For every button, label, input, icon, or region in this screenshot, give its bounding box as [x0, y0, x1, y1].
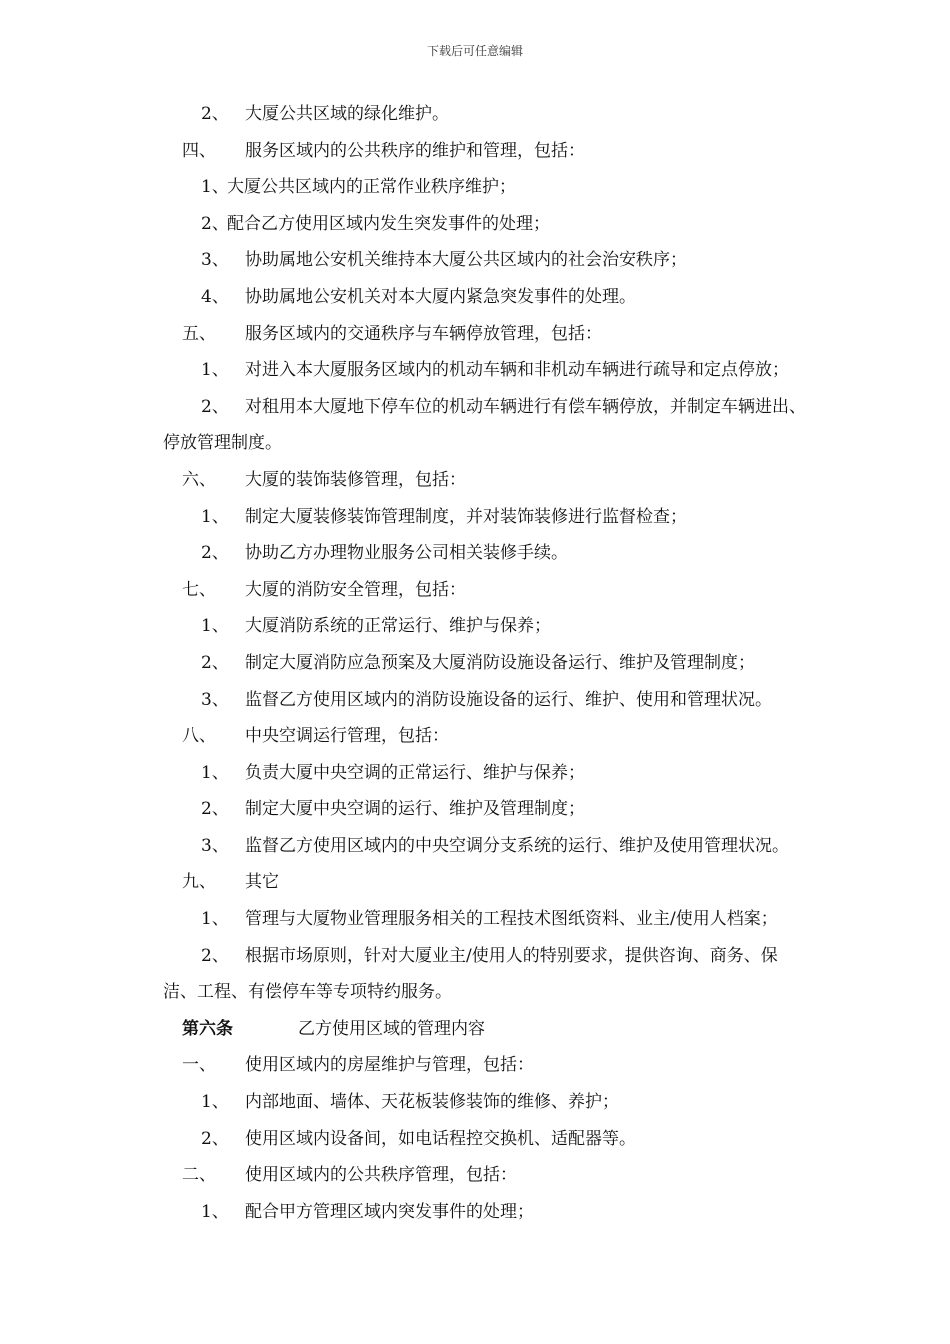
list-item	[163, 1084, 878, 1121]
item-number: 二、	[182, 1165, 216, 1186]
item-text: 服务区域内的交通秩序与车辆停放管理，包括：	[245, 323, 602, 344]
list-item	[163, 389, 878, 426]
item-text: 监督乙方使用区域内的消防设施设备的运行、维护、使用和管理状况。	[245, 689, 772, 710]
item-number: 4、	[201, 286, 229, 307]
item-text: 协助属地公安机关对本大厦内紧急突发事件的处理。	[245, 286, 636, 307]
list-item	[163, 499, 878, 536]
item-text: 乙方使用区域的管理内容	[298, 1018, 485, 1039]
item-number: 第六条	[182, 1018, 233, 1039]
item-number: 五、	[182, 323, 216, 344]
item-number: 1、	[201, 506, 229, 527]
item-text: 监督乙方使用区域内的中央空调分支系统的运行、维护及使用管理状况。	[245, 835, 789, 856]
list-item	[163, 901, 878, 938]
item-text: 洁、工程、有偿停车等专项特约服务。	[163, 982, 452, 1003]
section-heading	[163, 864, 878, 901]
item-text: 停放管理制度。	[163, 433, 282, 454]
section-heading	[163, 572, 878, 609]
item-text: 中央空调运行管理，包括：	[245, 726, 449, 747]
item-text: 协助乙方办理物业服务公司相关装修手续。	[245, 543, 568, 564]
item-number: 四、	[182, 140, 216, 161]
list-item	[163, 755, 878, 792]
list-item	[163, 535, 878, 572]
item-number: 1、	[201, 1092, 229, 1113]
item-text: 制定大厦消防应急预案及大厦消防设施设备运行、维护及管理制度；	[245, 652, 755, 673]
item-text: 大厦的消防安全管理，包括：	[245, 579, 466, 600]
item-number: 1、	[201, 762, 229, 783]
item-text: 对进入本大厦服务区域内的机动车辆和非机动车辆进行疏导和定点停放；	[245, 360, 789, 381]
section-heading	[163, 1157, 878, 1194]
item-number: 1、	[201, 177, 229, 198]
section-heading	[163, 1047, 878, 1084]
section-heading	[163, 133, 878, 170]
list-item	[163, 938, 878, 975]
item-number: 九、	[182, 872, 216, 893]
item-number: 1、	[201, 616, 229, 637]
item-number: 2、	[201, 652, 229, 673]
paragraph-continuation	[163, 425, 878, 462]
item-text: 协助属地公安机关维持本大厦公共区域内的社会治安秩序；	[245, 250, 687, 271]
item-number: 2、	[201, 213, 229, 234]
item-number: 3、	[201, 250, 229, 271]
page-header-note: 下载后可任意编辑	[426, 44, 523, 58]
item-number: 2、	[201, 945, 229, 966]
item-number: 一、	[182, 1055, 216, 1076]
list-item	[163, 242, 878, 279]
item-number: 2、	[201, 543, 229, 564]
item-text: 大厦消防系统的正常运行、维护与保养；	[245, 616, 551, 637]
item-number: 2、	[201, 396, 229, 417]
list-item	[163, 96, 878, 133]
item-text: 配合甲方管理区域内突发事件的处理；	[245, 1201, 534, 1222]
list-item	[163, 682, 878, 719]
item-text: 大厦公共区域的绿化维护。	[245, 104, 449, 124]
list-item	[163, 1121, 878, 1158]
item-text: 根据市场原则，针对大厦业主/使用人的特别要求，提供咨询、商务、保	[245, 945, 778, 966]
item-text: 服务区域内的公共秩序的维护和管理，包括：	[245, 140, 585, 161]
item-text: 配合乙方使用区域内发生突发事件的处理；	[227, 213, 550, 234]
article-heading	[163, 1011, 878, 1048]
list-item	[163, 645, 878, 682]
item-text: 负责大厦中央空调的正常运行、维护与保养；	[245, 762, 585, 783]
section-heading	[163, 316, 878, 353]
item-number: 1、	[201, 909, 229, 930]
item-number: 2、	[201, 1128, 229, 1149]
item-text: 使用区域内的公共秩序管理，包括：	[245, 1165, 517, 1186]
item-text: 对租用本大厦地下停车位的机动车辆进行有偿车辆停放，并制定车辆进出、	[245, 396, 806, 417]
item-number: 1、	[201, 1201, 229, 1222]
item-text: 使用区域内的房屋维护与管理，包括：	[245, 1055, 534, 1076]
item-text: 内部地面、墙体、天花板装修装饰的维修、养护；	[245, 1092, 619, 1113]
item-text: 大厦的装饰装修管理，包括：	[245, 469, 466, 490]
item-text: 制定大厦装修装饰管理制度，并对装饰装修进行监督检查；	[245, 506, 687, 527]
item-number: 六、	[182, 469, 216, 490]
item-number: 八、	[182, 726, 216, 747]
item-text: 其它	[245, 872, 279, 893]
item-text: 使用区域内设备间，如电话程控交换机、适配器等。	[245, 1128, 636, 1149]
list-item	[163, 206, 878, 243]
list-item	[163, 169, 878, 206]
list-item	[163, 352, 878, 389]
item-number: 七、	[182, 579, 216, 600]
item-number: 2、	[201, 104, 229, 124]
item-number: 3、	[201, 835, 229, 856]
section-heading	[163, 462, 878, 499]
section-heading	[163, 718, 878, 755]
document-body	[163, 96, 878, 1230]
list-item	[163, 608, 878, 645]
item-number: 2、	[201, 799, 229, 820]
item-number: 1、	[201, 360, 229, 381]
list-item	[163, 828, 878, 865]
list-item	[163, 279, 878, 316]
list-item	[163, 791, 878, 828]
item-number: 3、	[201, 689, 229, 710]
item-text: 制定大厦中央空调的运行、维护及管理制度；	[245, 799, 585, 820]
list-item	[163, 1194, 878, 1231]
item-text: 管理与大厦物业管理服务相关的工程技术图纸资料、业主/使用人档案；	[245, 909, 778, 930]
item-text: 大厦公共区域内的正常作业秩序维护；	[227, 177, 516, 198]
paragraph-continuation	[163, 974, 878, 1011]
